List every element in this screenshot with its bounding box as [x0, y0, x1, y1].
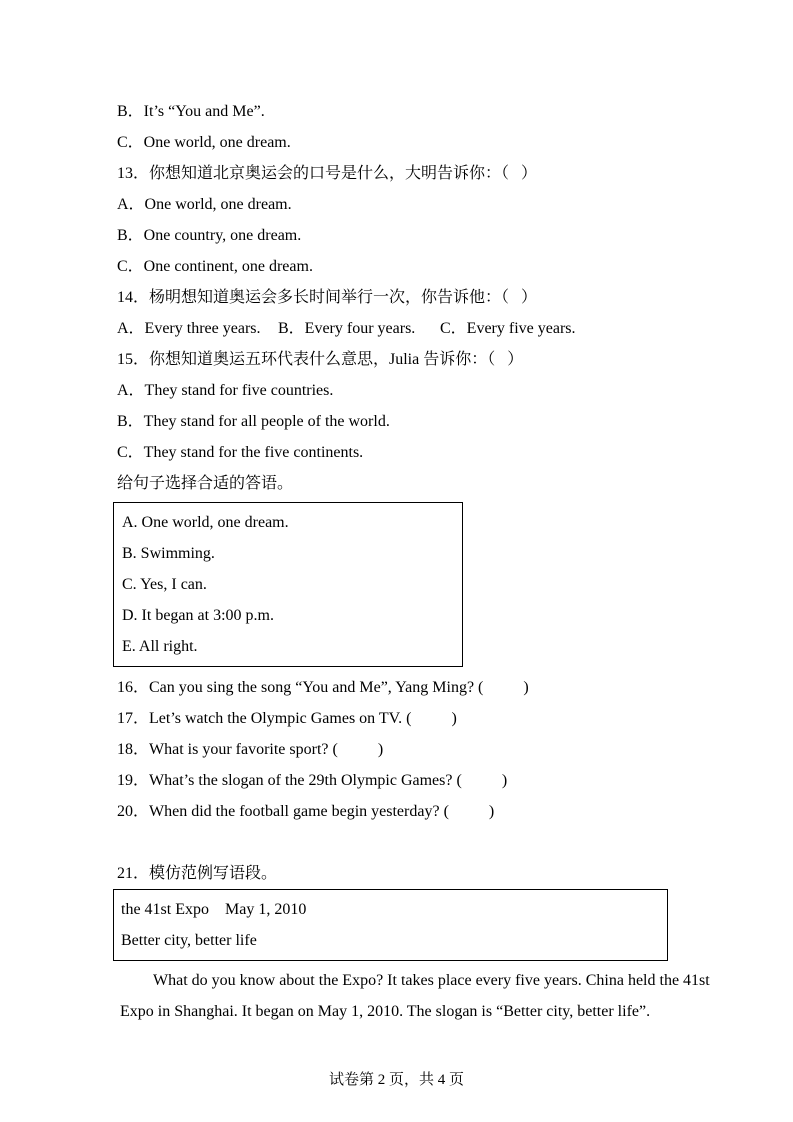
q14-option-c: C．Every five years. — [440, 320, 576, 337]
q13-option-b: B．One country, one dream. — [117, 227, 302, 244]
q14-option-b: B．Every four years. — [278, 320, 416, 337]
q15-option-c: C．They stand for the five continents. — [117, 444, 364, 461]
q12-option-c: C．One world, one dream. — [117, 134, 291, 151]
q19-item: 19．What’s the slogan of the 29th Olympic Games? ( ) — [117, 772, 508, 789]
q21-stem: 21．模仿范例写语段。 — [117, 865, 278, 882]
example-box-row1 — [121, 894, 663, 925]
page-content — [117, 96, 717, 1027]
example-topic: the 41st Expo — [121, 901, 209, 918]
q16-item: 16．Can you sing the song “You and Me”, Yang Ming? ( ) — [117, 679, 529, 696]
q20-item: 20．When did the football game begin yesterday? ( ) — [117, 803, 495, 820]
q13-stem: 13．你想知道北京奥运会的口号是什么，大明告诉你：（ ） — [117, 165, 538, 182]
q14-option-a: A．Every three years. — [117, 320, 261, 337]
q15-option-a: A．They stand for five countries. — [117, 382, 334, 399]
q15-option-b: B．They stand for all people of the world. — [117, 413, 390, 430]
matching-instruction: 给句子选择合适的答语。 — [117, 475, 294, 492]
answer-bank-option-a: A. One world, one dream. — [122, 514, 289, 531]
q12-option-b: B．It’s “You and Me”. — [117, 103, 265, 120]
q14-stem: 14．杨明想知道奥运会多长时间举行一次，你告诉他：（ ） — [117, 289, 538, 306]
q18-item: 18．What is your favorite sport? ( ) — [117, 741, 384, 758]
q13-option-c: C．One continent, one dream. — [117, 258, 313, 275]
answer-bank-option-c: C. Yes, I can. — [122, 576, 207, 593]
q13-option-a: A．One world, one dream. — [117, 196, 292, 213]
q21-paragraph-line2: Expo in Shanghai. It began on May 1, 2010. The slogan is “Better city, better life”. — [120, 1003, 651, 1020]
answer-bank-option-b: B. Swimming. — [122, 545, 215, 562]
answer-bank-option-e: E. All right. — [122, 638, 198, 655]
page-footer: 试卷第 2 页，共 4 页 — [328, 1072, 464, 1088]
example-box — [113, 889, 668, 961]
q17-item: 17．Let’s watch the Olympic Games on TV. ( ) — [117, 710, 457, 727]
answer-bank-option-d: D. It began at 3:00 p.m. — [122, 607, 274, 624]
q14-options-row — [117, 313, 717, 344]
q15-stem: 15．你想知道奥运五环代表什么意思，Julia 告诉你：（ ） — [117, 351, 524, 368]
answer-bank-box — [113, 502, 463, 667]
example-date: May 1, 2010 — [225, 901, 307, 918]
q21-paragraph-line1: What do you know about the Expo? It takes place every five years. China held the 41st — [153, 972, 710, 989]
example-slogan: Better city, better life — [121, 932, 257, 949]
